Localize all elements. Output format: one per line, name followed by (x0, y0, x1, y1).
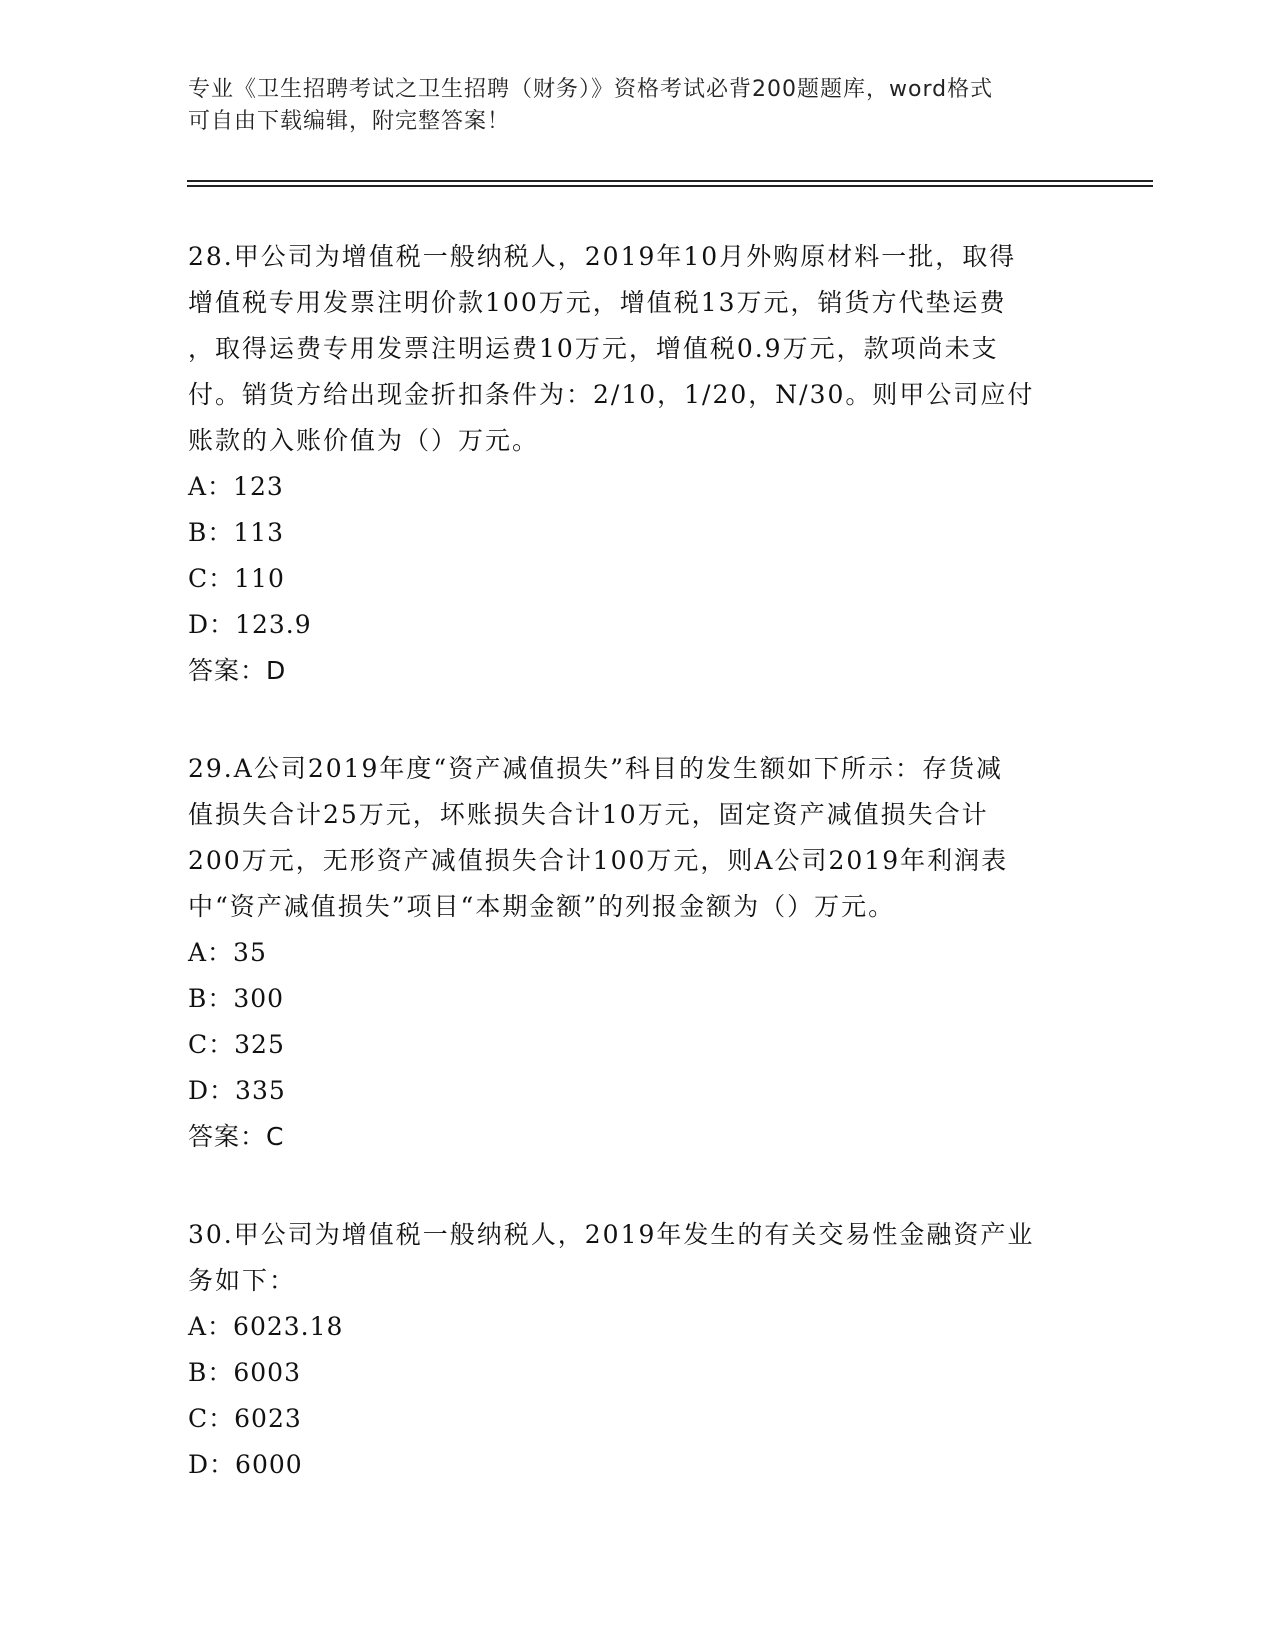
question-stem-line: 30.甲公司为增值税一般纳税人，2019年发生的有关交易性金融资产业 (188, 1220, 1035, 1249)
option-b: B：300 (188, 984, 285, 1013)
option-c: C：110 (188, 564, 285, 593)
header-line-1: 专业《卫生招聘考试之卫生招聘（财务）》资格考试必背200题题库，word格式 (188, 77, 994, 102)
question-stem-line: 账款的入账价值为（）万元。 (188, 426, 540, 455)
header-divider-top (187, 180, 1153, 182)
header-line-2: 可自由下载编辑，附完整答案！ (188, 109, 511, 134)
option-a: A：6023.18 (188, 1312, 344, 1341)
question-spacer (188, 1160, 1088, 1212)
option-a: A：35 (188, 938, 267, 967)
question-list (188, 234, 1088, 1488)
header-divider-bottom (187, 185, 1153, 187)
question-29 (188, 746, 1088, 1160)
question-spacer (188, 694, 1088, 746)
question-30 (188, 1212, 1088, 1488)
option-a: A：123 (188, 472, 284, 501)
document-header (188, 74, 1088, 138)
option-b: B：113 (188, 518, 285, 547)
answer-label: 答案：C (188, 1122, 285, 1151)
option-c: C：6023 (188, 1404, 302, 1433)
question-stem-line: 200万元，无形资产减值损失合计100万元，则A公司2019年利润表 (188, 846, 1009, 875)
question-stem-line: ，取得运费专用发票注明运费10万元，增值税0.9万元，款项尚未支 (188, 334, 999, 363)
option-c: C：325 (188, 1030, 285, 1059)
question-stem-line: 值损失合计25万元，坏账损失合计10万元，固定资产减值损失合计 (188, 800, 989, 829)
option-b: B：6003 (188, 1358, 301, 1387)
option-d: D：335 (188, 1076, 286, 1105)
question-stem-line: 29.A公司2019年度“资产减值损失”科目的发生额如下所示：存货减 (188, 754, 1003, 783)
answer-label: 答案：D (188, 656, 287, 685)
question-stem-line: 付。销货方给出现金折扣条件为：2/10，1/20，N/30。则甲公司应付 (188, 380, 1035, 409)
question-stem-line: 增值税专用发票注明价款100万元，增值税13万元，销货方代垫运费 (188, 288, 1007, 317)
question-stem-line: 务如下： (188, 1266, 297, 1295)
option-d: D：123.9 (188, 610, 312, 639)
question-28 (188, 234, 1088, 694)
question-stem-line: 28.甲公司为增值税一般纳税人，2019年10月外购原材料一批，取得 (188, 242, 1017, 271)
option-d: D：6000 (188, 1450, 303, 1479)
question-stem-line: 中“资产减值损失”项目“本期金额”的列报金额为（）万元。 (188, 892, 896, 921)
